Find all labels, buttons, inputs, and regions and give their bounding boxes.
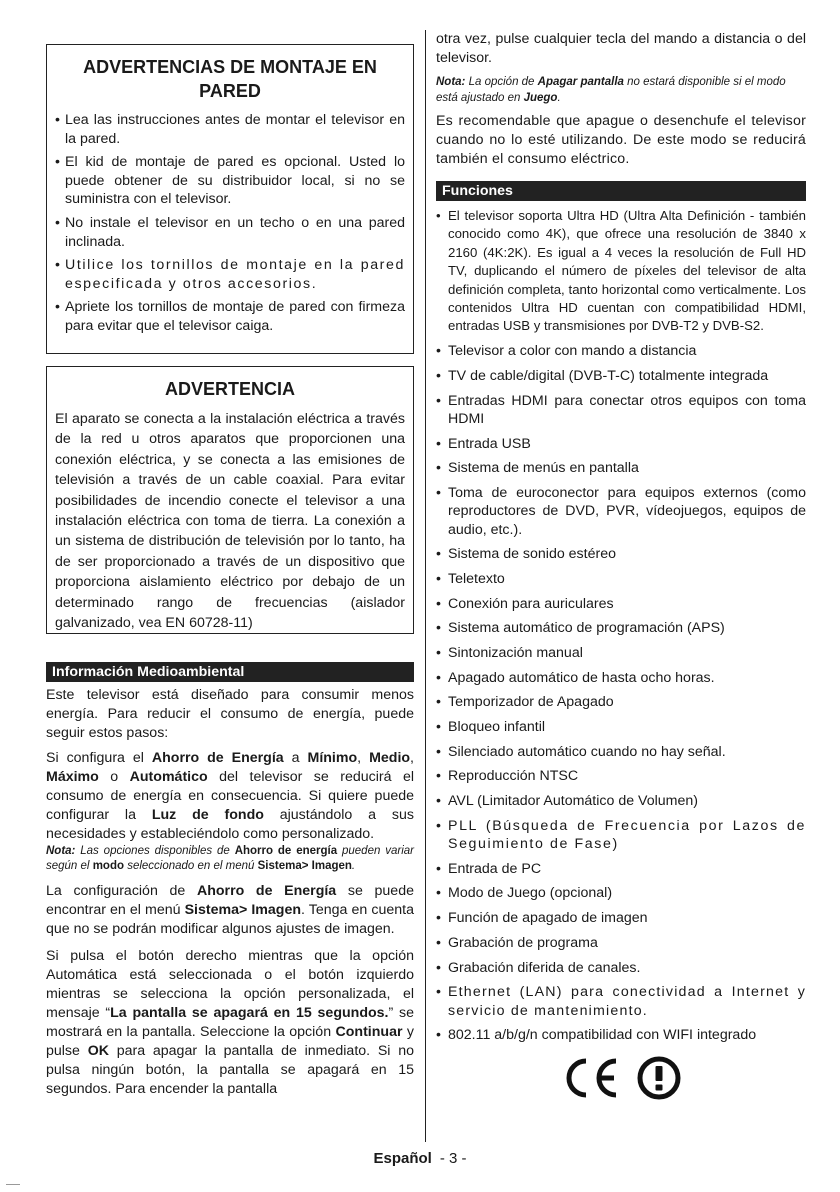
environment-paragraph: Este televisor está diseñado para consumir menos energía. Para reducir el consumo de energía, puede seguir estos pasos:	[46, 687, 414, 741]
footer-language: Español	[373, 1150, 432, 1167]
list-item: • Modo de Juego (opcional)	[436, 884, 806, 902]
print-corner-mark	[6, 1184, 20, 1185]
environment-paragraph: Si configura el Ahorro de Energía a Mínimo, Medio, Máximo o Automático del televisor se reducirá el consumo de energía en consecuencia. Si quiere puede configurar la Luz de fondo ajustándolo a sus necesidades y estableciéndolo como personalizado.	[46, 750, 414, 842]
page-number: - 3 -	[439, 1150, 467, 1167]
list-item: • Teletexto	[436, 570, 806, 588]
list-item: • Sistema de menús en pantalla	[436, 459, 806, 477]
list-item: • Lea las instrucciones antes de montar el televisor en la pared.	[55, 111, 405, 148]
list-item: • Entradas HDMI para conectar otros equipos con toma HDMI	[436, 392, 806, 429]
list-item: • Bloqueo infantil	[436, 718, 806, 736]
page-footer	[0, 1150, 840, 1167]
list-item: • Sistema automático de programación (APS)	[436, 619, 806, 637]
list-item: • Grabación de programa	[436, 934, 806, 952]
list-item: • Ethernet (LAN) para conectividad a Internet y servicio de mantenimiento.	[436, 983, 806, 1020]
list-item: • Entrada USB	[436, 435, 806, 453]
list-item: • Entrada de PC	[436, 860, 806, 878]
left-column	[46, 44, 414, 1099]
right-column	[436, 30, 806, 1103]
screen-off-note: Nota: La opción de Apagar pantalla no estará disponible si el modo está ajustado en Juego.	[436, 76, 786, 104]
list-item: • TV de cable/digital (DVB-T-C) totalmente integrada	[436, 367, 806, 385]
list-item: • El televisor soporta Ultra HD (Ultra Alta Definición - también conocido como 4K), que ofrece una resolución de 3840 x 2160 (4K:2K). Es igual a 4 veces la resolución de Full HD TV, duplicando el número de píxeles del televisor de alta definición completa, tanto horizontal como verticalmente. Los contenidos Ultra HD cuentan con compatibilidad HDMI, entradas USB y transmisiones por DVB-T2 y DVB-S2.	[436, 207, 806, 336]
list-item: • Reproducción NTSC	[436, 767, 806, 785]
list-item: • AVL (Limitador Automático de Volumen)	[436, 792, 806, 810]
list-item: • 802.11 a/b/g/n compatibilidad con WIFI integrado	[436, 1026, 806, 1044]
list-item: • Sintonización manual	[436, 644, 806, 662]
list-item: • Conexión para auriculares	[436, 595, 806, 613]
list-item: • PLL (Búsqueda de Frecuencia por Lazos de Seguimiento de Fase)	[436, 817, 806, 854]
alert-circle-icon	[636, 1055, 682, 1101]
list-item: • Sistema de sonido estéreo	[436, 545, 806, 563]
features-list	[436, 207, 806, 1045]
environment-paragraph: Si pulsa el botón derecho mientras que la opción Automática está seleccionada o el botón izquierdo mientras se selecciona la opción personalizada, el mensaje “La pantalla se apagará en 15 segundos.” se mostrará en la pantalla. Seleccione la opción Continuar y pulse OK para apagar la pantalla de inmediato. Si no pulsa ningún botón, la pantalla se apagará en 15 segundos. Para encender la pantalla	[46, 948, 415, 1097]
warning-text: El aparato se conecta a la instalación eléctrica a través de la red u otros aparatos que proporcionen una conexión eléctrica, y se conecta a las emisiones de televisión a través de un cable coaxial. Para evitar posibilidades de incendio conecte el televisor a una instalación eléctrica con toma de tierra. La conexión a un sistema de distribución de televisión por lo tanto, ha de ser proporcionado a través de un dispositivo que proporciona aislamiento eléctrico por debajo de un determinado rango de frecuencias (aislador galvanizado, vea EN 60728-11)	[55, 411, 405, 632]
wall-mount-list	[55, 111, 405, 336]
continued-paragraph: otra vez, pulse cualquier tecla del mando a distancia o del televisor.	[436, 31, 806, 66]
column-divider	[425, 30, 426, 1142]
recommendation-paragraph: Es recomendable que apague o desenchufe el televisor cuando no lo esté utilizando. De este modo se reducirá también el consumo eléctrico.	[436, 113, 806, 167]
certification-logos	[546, 1055, 806, 1103]
ce-mark-icon	[560, 1055, 622, 1101]
list-item: • Apriete los tornillos de montaje de pared con firmeza para evitar que el televisor caiga.	[55, 298, 405, 335]
list-item: • El kid de montaje de pared es opcional. Usted lo puede obtener de su distribuidor local, si no se suministra con el televisor.	[55, 153, 405, 209]
list-item: • Utilice los tornillos de montaje en la pared especificada y otros accesorios.	[55, 256, 405, 293]
list-item: • Función de apagado de imagen	[436, 909, 806, 927]
environment-note: Nota: Las opciones disponibles de Ahorro de energía pueden variar según el modo seleccionado en el menú Sistema> Imagen.	[46, 845, 414, 872]
list-item: • Grabación diferida de canales.	[436, 959, 806, 977]
environment-section	[46, 662, 414, 1099]
wall-mount-warning-box	[46, 44, 414, 354]
list-item: • Silenciado automático cuando no hay señal.	[436, 743, 806, 761]
wall-mount-title: ADVERTENCIAS DE MONTAJE EN PARED	[83, 57, 377, 101]
list-item: • Televisor a color con mando a distancia	[436, 342, 806, 360]
list-item: • No instale el televisor en un techo o en una pared inclinada.	[55, 214, 405, 251]
warning-box	[46, 366, 414, 634]
environment-heading: Información Medioambiental	[46, 662, 414, 682]
features-heading: Funciones	[436, 181, 806, 201]
list-item: • Toma de euroconector para equipos externos (como reproductores de DVD, PVR, vídeojuegos, equipos de audio, etc.).	[436, 484, 806, 539]
warning-title: ADVERTENCIA	[164, 379, 295, 399]
list-item: • Temporizador de Apagado	[436, 693, 806, 711]
list-item: • Apagado automático de hasta ocho horas.	[436, 669, 806, 687]
environment-paragraph: La configuración de Ahorro de Energía se puede encontrar en el menú Sistema> Imagen. Tenga en cuenta que no se podrán modificar algunos ajustes de imagen.	[46, 883, 414, 937]
